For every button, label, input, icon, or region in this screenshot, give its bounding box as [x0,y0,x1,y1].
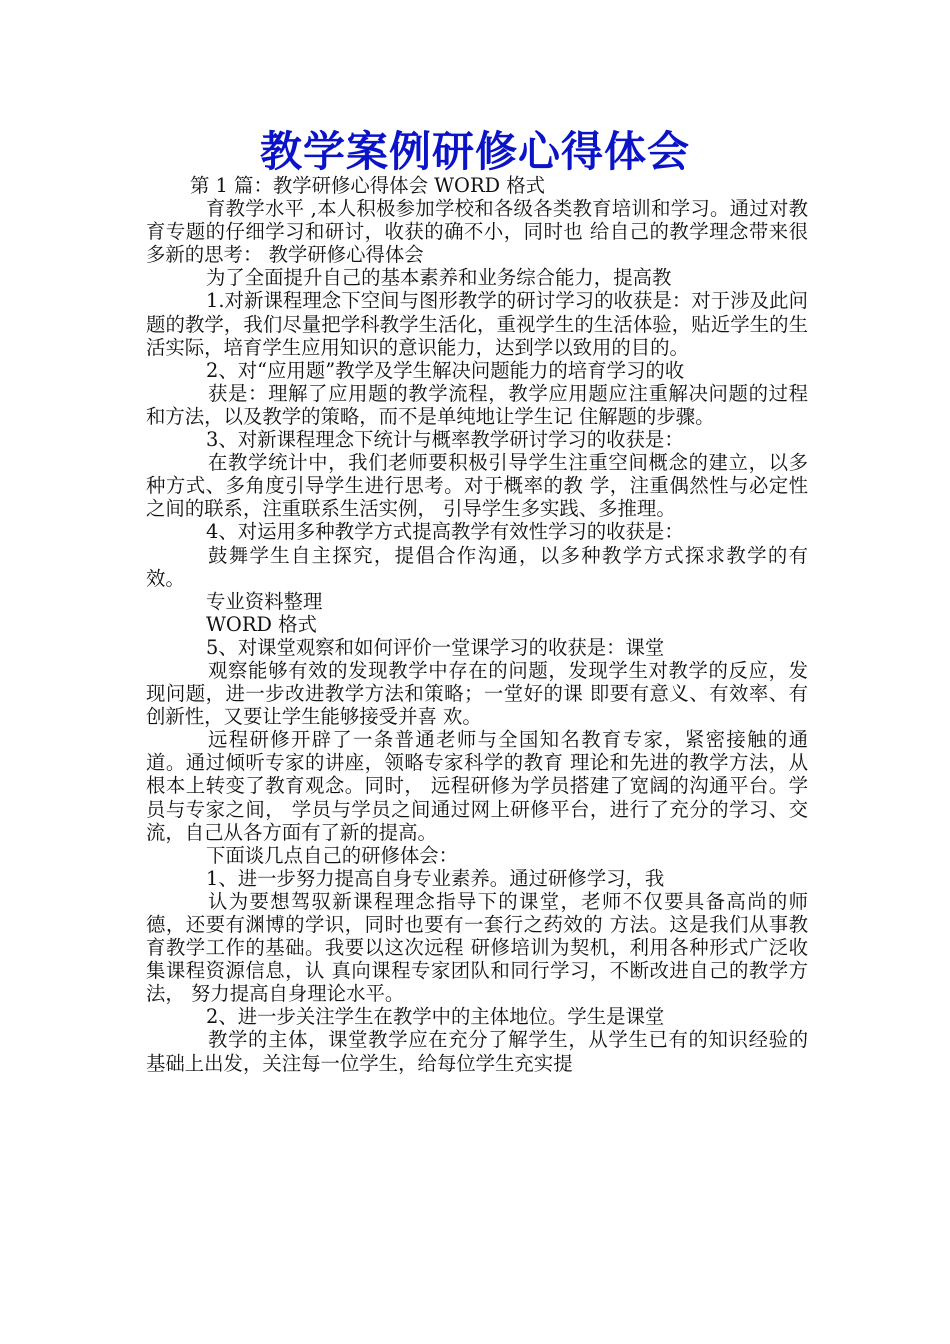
paragraph: 观察能够有效的发现教学中存在的问题，发现学生对教学的反应，发现问题，进一步改进教学方法和策略；一堂好的课 即要有意义、有效率、有创新性，又要让学生能够接受并喜 欢。 [146,658,808,729]
paragraph: 2、对“应用题”教学及学生解决问题能力的培育学习的收 [206,358,685,382]
paragraph: 为了全面提升自己的基本素养和业务综合能力，提高教 [206,266,672,290]
paragraph: 在教学统计中，我们老师要积极引导学生注重空间概念的建立，以多种方式、多角度引导学生进行思考。对于概率的教 学，注重偶然性与必定性之间的联系，注重联系生活实例， 引导学生多实践、多推理。 [146,451,808,521]
paragraph: 3、对新课程理念下统计与概率教学研讨学习的收获是： [206,428,684,452]
paragraph: 获是：理解了应用题的教学流程，教学应用题应注重解决问题的过程和方法，以及教学的策略，而不是单纯地让学生记 住解题的步骤。 [146,381,808,428]
paragraph: 1.对新课程理念下空间与图形教学的研讨学习的收获是：对于涉及此问题的教学，我们尽量把学科教学生活化，重视学生的生活体验，贴近学生的生活实际，培育学生应用知识的意识能力，达到学以致用的目的。 [146,289,808,359]
footer-note: 专业资料整理 [206,589,323,613]
footer-note: WORD 格式 [206,612,317,636]
paragraph: 4、对运用多种教学方式提高教学有效性学习的收获是： [206,520,684,544]
document-title: 教学案例研修心得体会 [259,127,690,176]
paragraph: 1、进一步努力提高自身专业素养。通过研修学习，我 [206,866,665,890]
paragraph: 教学的主体，课堂教学应在充分了解学生，从学生已有的知识经验的基础上出发，关注每一位学生，给每位学生充实提 [146,1028,808,1075]
document-body [146,174,808,1075]
paragraph: 鼓舞学生自主探究，提倡合作沟通，以多种教学方式探求教学的有效。 [146,543,808,590]
paragraph: 下面谈几点自己的研修体会： [206,843,459,867]
paragraph: 育教学水平 ,本人积极参加学校和各级各类教育培训和学习。通过对教育专题的仔细学习和研讨，收获的确不小，同时也 给自己的教学理念带来很多新的思考： 教学研修心得体会 [146,197,808,267]
paragraph: 2、进一步关注学生在教学中的主体地位。学生是课堂 [206,1005,665,1029]
paragraph: 认为要想驾驭新课程理念指导下的课堂，老师不仅要具备高尚的师德，还要有渊博的学识，同时也要有一套行之药效的 方法。这是我们从事教育教学工作的基础。我要以这次远程 研修培训为契机，利用各种形式广泛收集课程资源信息，认 真向课程专家团队和同行学习，不断改进自己的教学方法， 努力提高自身理论水平。 [146,889,808,1006]
article-heading: 第 1 篇：教学研修心得体会 WORD 格式 [190,174,546,197]
paragraph: 5、对课堂观察和如何评价一堂课学习的收获是：课堂 [206,635,665,659]
paragraph: 远程研修开辟了一条普通老师与全国知名教育专家，紧密接触的通道。通过倾听专家的讲座，领略专家科学的教育 理论和先进的教学方法，从根本上转变了教育观念。同时， 远程研修为学员搭建了宽阔的沟通平台。学员与专家之间， 学员与学员之间通过网上研修平台，进行了充分的学习、交 流，自己从各方面有了新的提高。 [146,728,808,844]
